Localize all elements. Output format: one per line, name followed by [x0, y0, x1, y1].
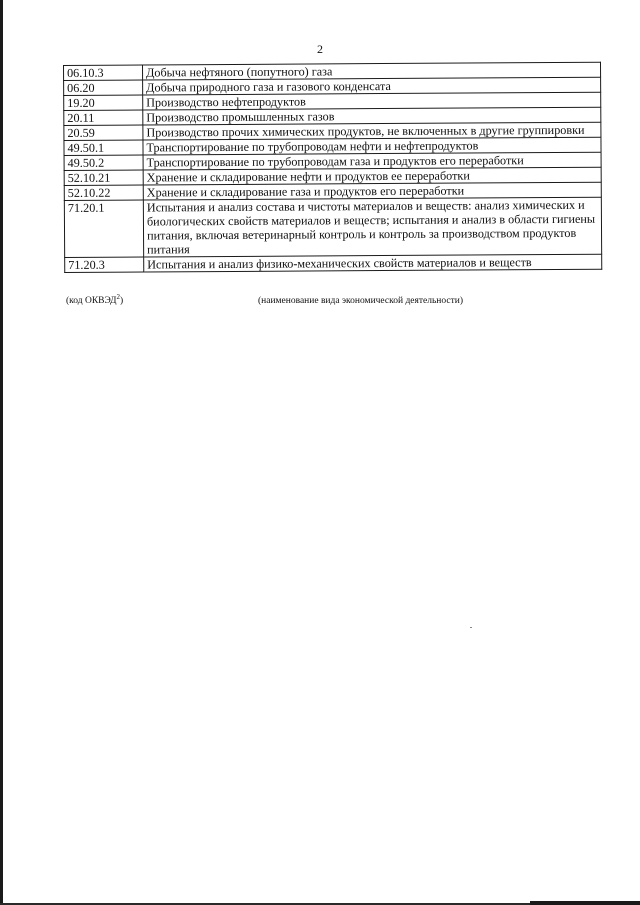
okved-code-caption-text: (код ОКВЭД [66, 296, 117, 306]
okved-code: 20.11 [64, 110, 143, 125]
activity-name: Хранение и складирование газа и продуктов его переработки [143, 182, 601, 200]
okved-code: 19.20 [64, 95, 143, 110]
activity-name: Испытания и анализ физико-механических свойств материалов и веществ [144, 254, 602, 272]
okved-code: 52.10.21 [64, 170, 143, 185]
okved-code: 20.59 [64, 125, 143, 140]
table-row [65, 254, 602, 272]
footnote-marker: 2 [116, 292, 120, 301]
okved-code: 06.10.3 [64, 65, 143, 80]
okved-code: 52.10.22 [64, 185, 143, 200]
okved-code: 71.20.1 [64, 200, 143, 257]
activity-name-caption: (наименование вида экономической деятельности) [258, 296, 463, 306]
activity-name: Транспортирование по трубопроводам нефти и нефтепродуктов [143, 137, 601, 155]
activity-name: Испытания и анализ состава и чистоты материалов и веществ: анализ химических и биологических свойств материалов и веществ; испытания и анализ в области гигиены питания, включая ветеринарный контроль и контроль за производством продуктов питания [143, 197, 601, 257]
scan-edge-bottom-right [530, 901, 640, 905]
okved-code: 06.20 [64, 80, 143, 95]
okved-code: 49.50.1 [64, 140, 143, 155]
okved-code-caption-close: ) [119, 296, 124, 306]
okved-table [63, 62, 602, 273]
activity-name: Производство прочих химических продуктов, не включенных в другие группировки [143, 122, 601, 140]
activity-name: Производство промышленных газов [143, 107, 601, 125]
activity-name: Добыча нефтяного (попутного) газа [143, 62, 601, 80]
table-row [64, 197, 601, 257]
scan-edge-left [0, 0, 3, 905]
activity-name: Транспортирование по трубопроводам газа и продуктов его переработки [143, 152, 601, 170]
okved-code: 71.20.3 [65, 257, 144, 272]
activity-name: Производство нефтепродуктов [143, 92, 601, 110]
activity-name: Хранение и складирование нефти и продуктов ее переработки [143, 167, 601, 185]
okved-table-body [64, 62, 602, 272]
scan-speck [470, 627, 472, 628]
page-number: 2 [317, 42, 323, 56]
okved-code: 49.50.2 [64, 155, 143, 170]
activity-name: Добыча природного газа и газового конденсата [143, 77, 601, 95]
okved-code-caption [66, 292, 124, 306]
